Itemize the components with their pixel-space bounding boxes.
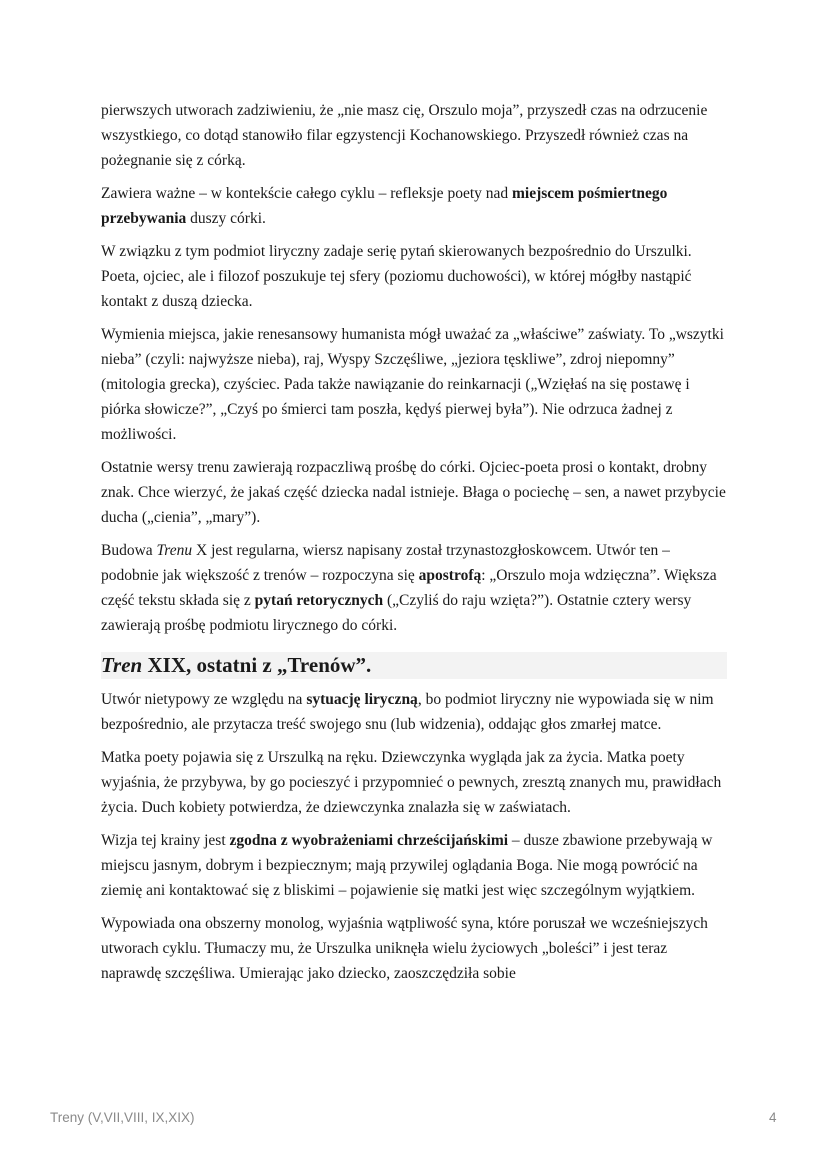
text-run: XIX, ostatni z „Trenów”.: [142, 653, 372, 677]
paragraph: [101, 322, 727, 447]
bold-phrase: apostrofą: [418, 567, 482, 584]
text-run: Wizja tej krainy jest: [101, 832, 230, 849]
italic-phrase: Trenu: [156, 542, 193, 559]
text-run: , bo podmiot liryczny nie wypowiada się w nim bezpośrednio, ale przytacza treść swojego snu (lub widzenia), oddając głos zmarłej matce.: [101, 691, 714, 733]
text-run: X jest regularna, wiersz napisany został trzynastozgłoskowcem. Utwór ten – podobnie jak większość z trenów – rozpoczyna się: [101, 542, 670, 584]
paragraph: [101, 181, 727, 231]
document-body: [101, 98, 727, 994]
text-run: pierwszych utworach zadziwieniu, że „nie masz cię, Orszulo moja”, przyszedł czas na odrzucenie wszystkiego, co dotąd stanowiło filar egzystencji Kochanowskiego. Przyszedł również czas na pożegnanie się z córką.: [101, 102, 708, 169]
footer-page-number: 4: [769, 1110, 777, 1125]
bold-phrase: zgodna z wyobrażeniami chrześcijańskimi: [229, 832, 509, 849]
text-run: Wypowiada ona obszerny monolog, wyjaśnia wątpliwość syna, które poruszał we wcześniejszych utworach cyklu. Tłumaczy mu, że Urszulka uniknęła wielu życiowych „boleści” i jest teraz naprawdę szczęśliwa. Umierając jako dziecko, zaoszczędziła sobie: [101, 915, 708, 982]
paragraph: [101, 745, 727, 820]
section-tren-xix: [101, 687, 727, 986]
text-run: Matka poety pojawia się z Urszulką na ręku. Dziewczynka wygląda jak za życia. Matka poety wyjaśnia, że przybywa, by go pocieszyć i przypomnieć o pewnych, zresztą znanych mu, prawidłach życia. Duch kobiety potwierdza, że dziewczynka znalazła się w zaświatach.: [101, 749, 722, 816]
paragraph: [101, 455, 727, 530]
section-heading-tren-xix: [101, 652, 727, 679]
paragraph: [101, 828, 727, 903]
text-run: duszy córki.: [186, 210, 266, 227]
paragraph: [101, 911, 727, 986]
bold-phrase: sytuację liryczną: [306, 691, 418, 708]
text-run: Wymienia miejsca, jakie renesansowy humanista mógł uważać za „właściwe” zaświaty. To „wszytki nieba” (czyli: najwyższe nieba), raj, Wyspy Szczęśliwe, „jeziora tęskliwe”, zdroj niepomny” (mitologia grecka), czyściec. Pada także nawiązanie do reinkarnacji („Wzięłaś na się postawę i piórka słowicze?”, „Czyś po śmierci tam poszła, kędyś pierwej była”). Nie odrzuca żadnej z możliwości.: [101, 326, 724, 443]
paragraph: [101, 98, 727, 173]
footer-document-title: Treny (V,VII,VIII, IX,XIX): [50, 1110, 195, 1125]
bold-phrase: miejscem pośmiertnego przebywania: [101, 185, 668, 227]
text-run: Budowa: [101, 542, 157, 559]
paragraph: [101, 239, 727, 314]
text-run: W związku z tym podmiot liryczny zadaje serię pytań skierowanych bezpośrednio do Urszulki. Poeta, ojciec, ale i filozof poszukuje tej sfery (poziomu duchowości), w której mógłby nastąpić kontakt z duszą dziecka.: [101, 243, 692, 310]
paragraph: [101, 538, 727, 638]
text-run: Zawiera ważne – w kontekście całego cyklu – refleksje poety nad: [101, 185, 513, 202]
text-run: Utwór nietypowy ze względu na: [101, 691, 307, 708]
paragraph: [101, 687, 727, 737]
text-run: – dusze zbawione przebywają w miejscu jasnym, dobrym i bezpiecznym; mają przywilej oglądania Boga. Nie mogą powrócić na ziemię ani kontaktować się z bliskimi – pojawienie się matki jest więc szczególnym wyjątkiem.: [101, 832, 713, 899]
bold-phrase: pytań retorycznych: [254, 592, 384, 609]
text-run: („Czyliś do raju wzięta?”). Ostatnie cztery wersy zawierają prośbę podmiotu lirycznego do córki.: [101, 592, 692, 634]
section-tren-x: [101, 98, 727, 638]
italic-phrase: Tren: [101, 653, 143, 677]
text-run: Ostatnie wersy trenu zawierają rozpaczliwą prośbę do córki. Ojciec-poeta prosi o kontakt, drobny znak. Chce wierzyć, że jakaś część dziecka nadal istnieje. Błaga o pociechę – sen, a nawet przybycie ducha („cienia”, „mary”).: [101, 459, 726, 526]
text-run: : „Orszulo moja wdzięczna”. Większa część tekstu składa się z: [101, 567, 717, 609]
